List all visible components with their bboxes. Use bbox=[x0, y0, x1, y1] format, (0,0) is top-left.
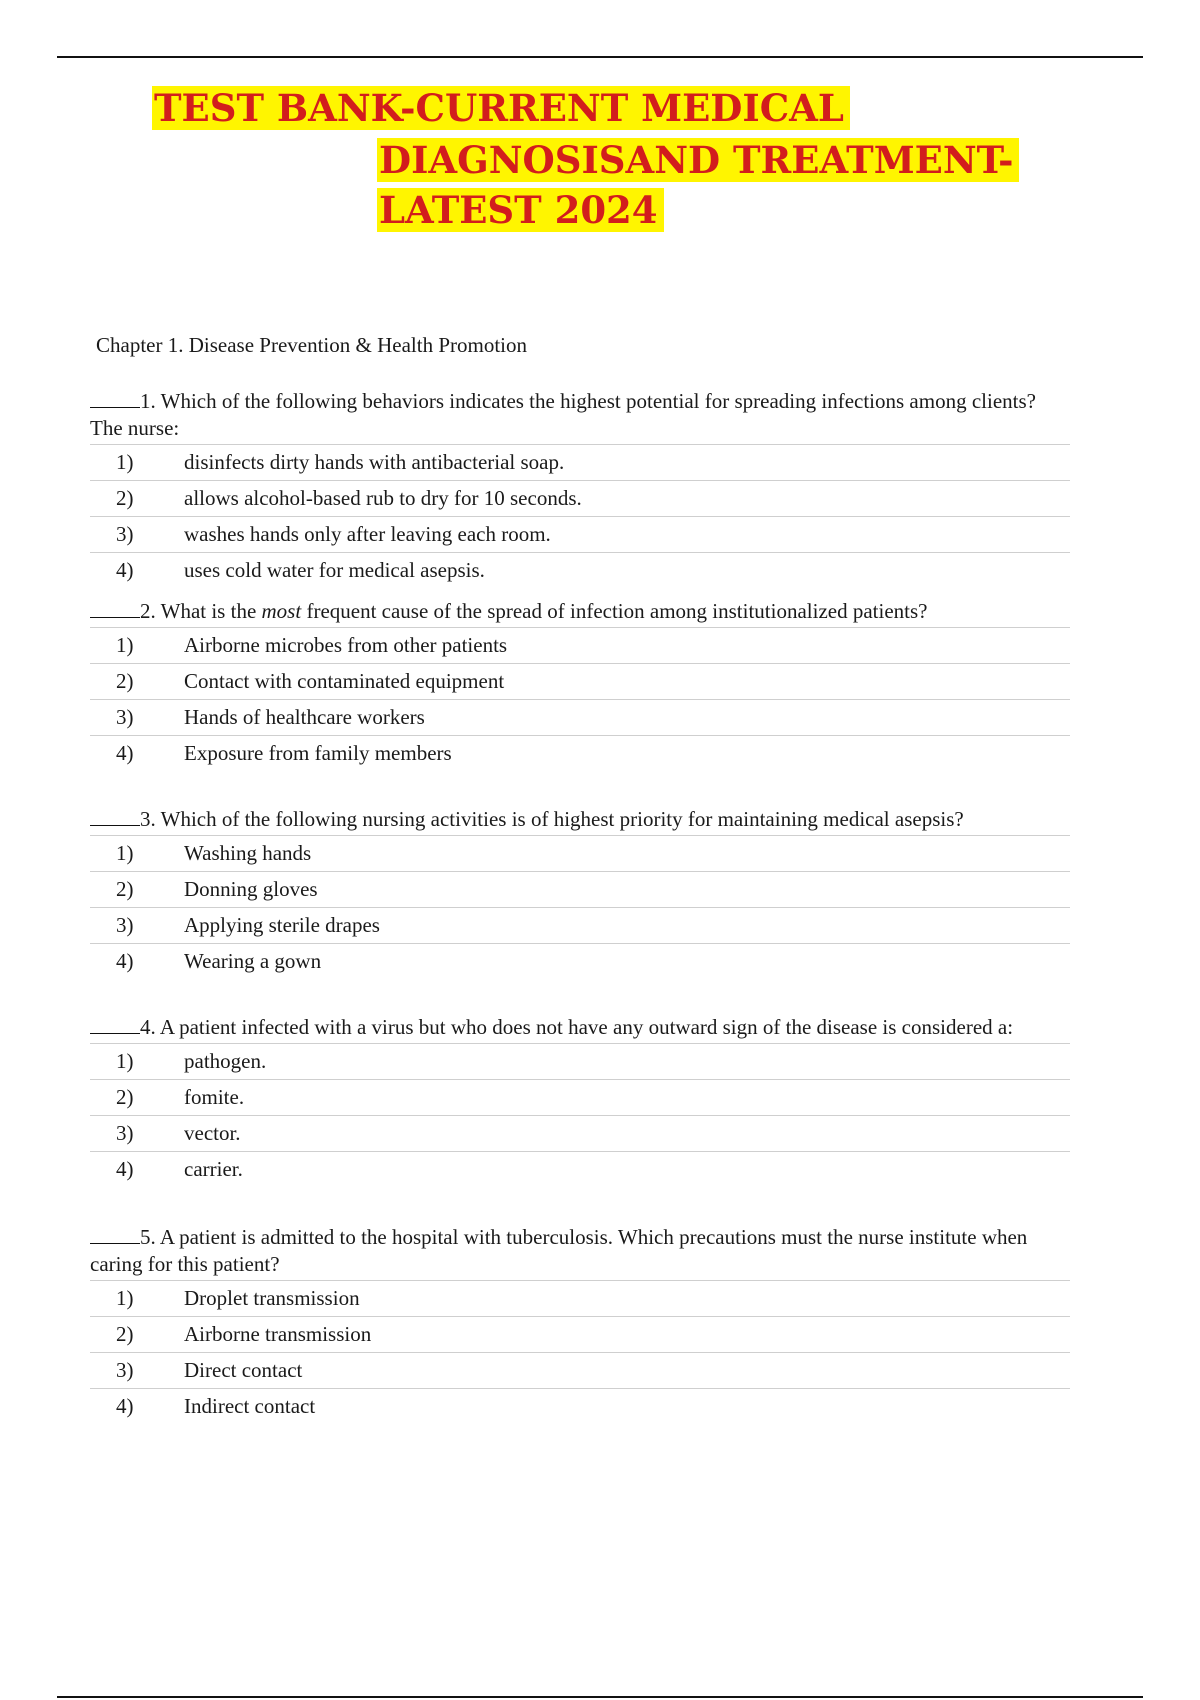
option-row: 4) uses cold water for medical asepsis. bbox=[90, 552, 1070, 588]
option-row: 2) Contact with contaminated equipment bbox=[90, 663, 1070, 699]
option-row: 1) Droplet transmission bbox=[90, 1280, 1070, 1316]
option-row: 4) Wearing a gown bbox=[90, 943, 1070, 979]
option-row: 4) Indirect contact bbox=[90, 1388, 1070, 1424]
title-line-2: DIAGNOSISAND TREATMENT- bbox=[377, 136, 1019, 184]
question-2 bbox=[90, 598, 1070, 771]
answer-blank bbox=[90, 1225, 140, 1244]
option-row: 3) Hands of healthcare workers bbox=[90, 699, 1070, 735]
top-rule bbox=[57, 56, 1143, 58]
question-4 bbox=[90, 1014, 1070, 1187]
answer-blank bbox=[90, 807, 140, 826]
option-row: 3) Applying sterile drapes bbox=[90, 907, 1070, 943]
option-row: 1) pathogen. bbox=[90, 1043, 1070, 1079]
option-row: 2) Donning gloves bbox=[90, 871, 1070, 907]
bottom-rule bbox=[57, 1696, 1143, 1698]
question-3 bbox=[90, 806, 1070, 979]
answer-blank bbox=[90, 389, 140, 408]
option-row: 3) washes hands only after leaving each room. bbox=[90, 516, 1070, 552]
option-row: 1) Washing hands bbox=[90, 835, 1070, 871]
option-row: 2) fomite. bbox=[90, 1079, 1070, 1115]
option-row: 3) vector. bbox=[90, 1115, 1070, 1151]
title-line-3: LATEST 2024 bbox=[377, 186, 664, 234]
option-row: 4) carrier. bbox=[90, 1151, 1070, 1187]
chapter-heading: Chapter 1. Disease Prevention & Health Promotion bbox=[96, 333, 528, 357]
option-row: 1) disinfects dirty hands with antibacterial soap. bbox=[90, 444, 1070, 480]
question-stem: 5. A patient is admitted to the hospital with tuberculosis. Which precautions must the nurse institute when caring for this patient? bbox=[90, 1225, 1028, 1276]
question-stem: 4. A patient infected with a virus but who does not have any outward sign of the disease is considered a: bbox=[90, 1014, 1070, 1041]
answer-blank bbox=[90, 1015, 140, 1034]
question-1 bbox=[90, 388, 1070, 588]
title-line-1: TEST BANK-CURRENT MEDICAL bbox=[152, 84, 850, 132]
option-row: 1) Airborne microbes from other patients bbox=[90, 627, 1070, 663]
question-stem: 2. What is the most frequent cause of the spread of infection among institutionalized patients? bbox=[90, 598, 1070, 625]
question-stem: 3. Which of the following nursing activities is of highest priority for maintaining medical asepsis? bbox=[90, 806, 1070, 833]
option-row: 2) allows alcohol-based rub to dry for 10 seconds. bbox=[90, 480, 1070, 516]
question-5 bbox=[90, 1224, 1070, 1424]
question-stem: 1. Which of the following behaviors indicates the highest potential for spreading infections among clients? The nurse: bbox=[90, 389, 1036, 440]
option-row: 2) Airborne transmission bbox=[90, 1316, 1070, 1352]
option-row: 4) Exposure from family members bbox=[90, 735, 1070, 771]
option-row: 3) Direct contact bbox=[90, 1352, 1070, 1388]
answer-blank bbox=[90, 599, 140, 618]
